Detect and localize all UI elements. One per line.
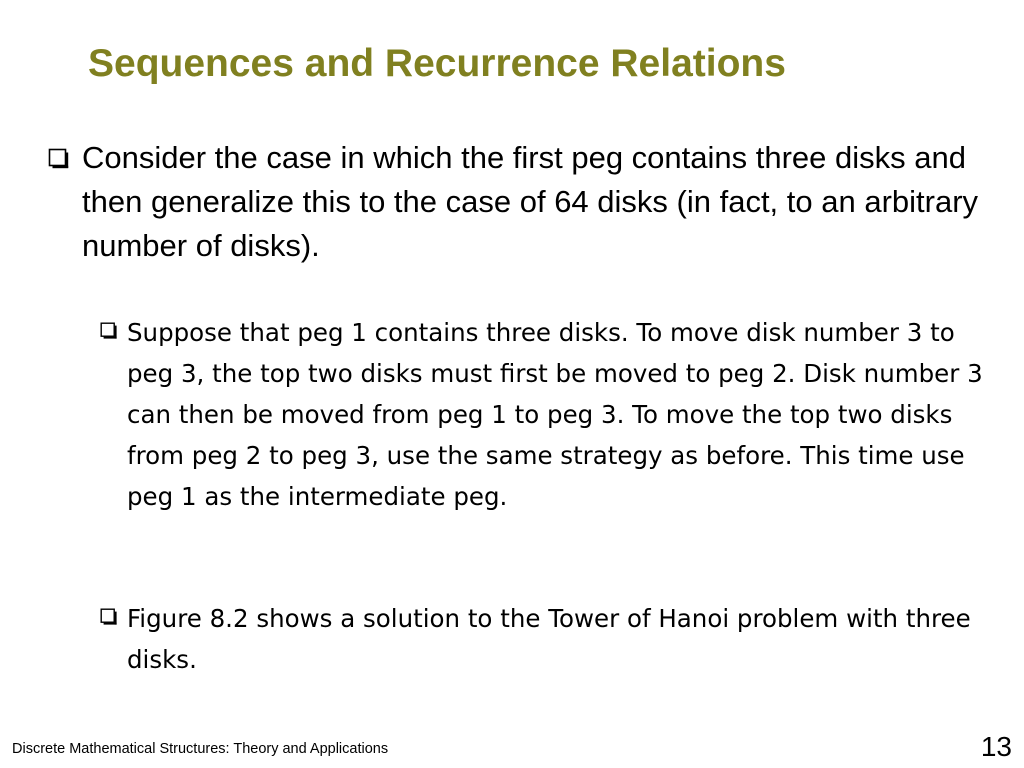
sub-bullet-text: Figure 8.2 shows a solution to the Tower of Hanoi problem with three disks. <box>127 604 971 674</box>
checkbox-bullet-icon <box>100 322 118 340</box>
sub-bullet-item <box>100 598 1007 680</box>
bullet-item <box>48 136 998 268</box>
footer-book-title: Discrete Mathematical Structures: Theory and Applications <box>12 741 389 757</box>
page-number: 13 <box>980 731 1012 762</box>
checkbox-bullet-icon <box>48 148 70 170</box>
sub-bullet-text: Suppose that peg 1 contains three disks. To move disk number 3 to peg 3, the top two disks must first be moved to peg 2. Disk number 3 can then be moved from peg 1 to peg 3. To move the top two disks from peg 2 to peg 3, use the same strategy as before. This time use peg 1 as the intermediate peg. <box>127 318 983 511</box>
slide-title: Sequences and Recurrence Relations <box>88 42 786 85</box>
sub-bullet-item <box>100 312 1007 517</box>
bullet-text: Consider the case in which the first peg contains three disks and then generalize this to the case of 64 disks (in fact, to an arbitrary number of disks). <box>82 140 979 263</box>
checkbox-bullet-icon <box>100 608 118 626</box>
